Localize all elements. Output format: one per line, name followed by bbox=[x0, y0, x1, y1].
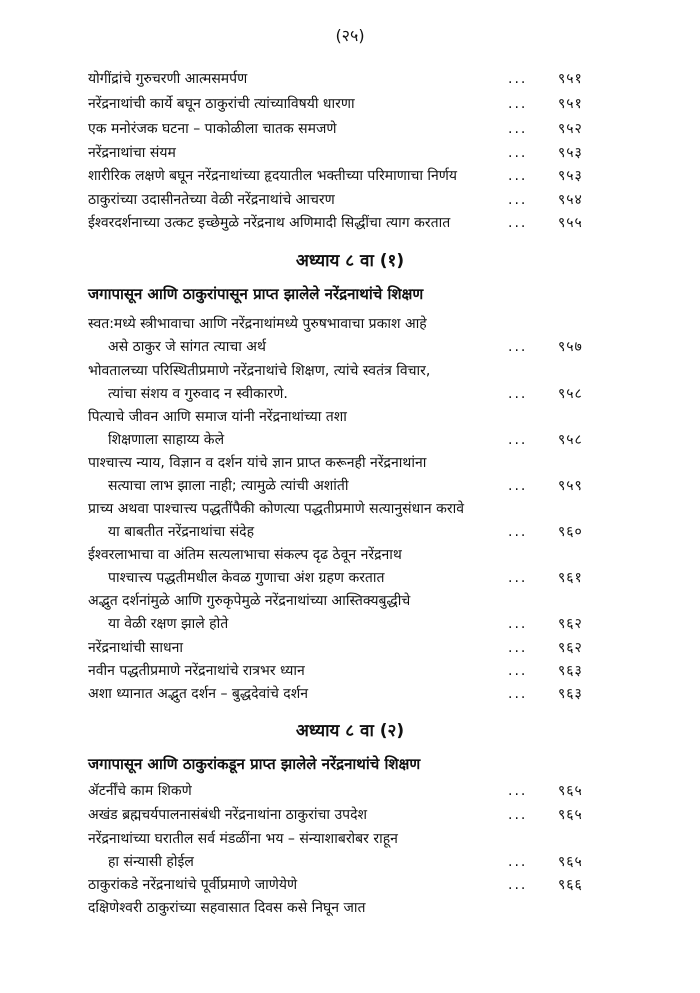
entry-page: ९६० bbox=[558, 524, 583, 540]
leader-dots: ... bbox=[508, 71, 528, 87]
entry-text: अशा ध्यानात अद्भुत दर्शन – बुद्धदेवांचे दर्शन bbox=[88, 686, 309, 702]
entry-page: ९५३ bbox=[558, 168, 583, 184]
entry-text: ठाकुरांकडे नरेंद्रनाथांचे पूर्वीप्रमाणे जाणेयेणे bbox=[88, 877, 298, 893]
entry-text: पित्याचे जीवन आणि समाज यांनी नरेंद्रनाथांच्या तशा bbox=[88, 409, 347, 425]
entry-text: दक्षिणेश्वरी ठाकुरांच्या सहवासात दिवस कसे निघून जात bbox=[88, 900, 366, 916]
entry-text: नरेंद्रनाथांच्या घरातील सर्व मंडळींना भय – संन्याशाबरोबर राहून bbox=[88, 831, 398, 847]
entry-text: ईश्वरलाभाचा वा अंतिम सत्यलाभाचा संकल्प दृढ ठेवून नरेंद्रनाथ bbox=[88, 547, 402, 563]
entry-page: ९६५ bbox=[558, 807, 583, 823]
page-number: (२५) bbox=[335, 26, 365, 45]
entry-page: ९५७ bbox=[558, 339, 583, 355]
chapter-heading: अध्याय ८ वा (१) bbox=[295, 251, 405, 271]
entry-page: ९५५ bbox=[558, 215, 583, 231]
entry-text-continuation: या वेळी रक्षण झाले होते bbox=[108, 616, 229, 632]
leader-dots: ... bbox=[508, 96, 528, 112]
entry-page: ९६६ bbox=[558, 877, 583, 893]
leader-dots: ... bbox=[508, 877, 528, 893]
entry-page: ९६५ bbox=[558, 854, 583, 870]
entry-text-continuation: पाश्चात्त्य पद्धतीमधील केवळ गुणाचा अंश ग्रहण करतात bbox=[108, 570, 385, 586]
entry-text: पाश्चात्त्य न्याय, विज्ञान व दर्शन यांचे ज्ञान प्राप्त करूनही नरेंद्रनाथांना bbox=[88, 455, 427, 471]
entry-text: ॲटर्नींचे काम शिकणे bbox=[88, 783, 192, 799]
leader-dots: ... bbox=[508, 215, 528, 231]
leader-dots: ... bbox=[508, 783, 528, 799]
entry-text-continuation: असे ठाकुर जे सांगत त्याचा अर्थ bbox=[108, 339, 266, 355]
entry-text: नरेंद्रनाथांची साधना bbox=[88, 640, 183, 656]
entry-text: नरेंद्रनाथांचा संयम bbox=[88, 145, 176, 161]
entry-text: नरेंद्रनाथांची कार्ये बघून ठाकुरांची त्यांच्याविषयी धारणा bbox=[88, 96, 355, 112]
entry-page: ९५१ bbox=[558, 96, 583, 112]
leader-dots: ... bbox=[508, 168, 528, 184]
leader-dots: ... bbox=[508, 192, 528, 208]
entry-page: ९६५ bbox=[558, 783, 583, 799]
leader-dots: ... bbox=[508, 386, 528, 402]
entry-page: ९५९ bbox=[558, 478, 583, 494]
leader-dots: ... bbox=[508, 121, 528, 137]
entry-text: एक मनोरंजक घटना – पाकोळीला चातक समजणे bbox=[88, 121, 337, 137]
entry-text-continuation: सत्याचा लाभ झाला नाही; त्यामुळे त्यांची अशांती bbox=[108, 478, 349, 494]
entry-text: योगींद्रांचे गुरुचरणी आत्मसमर्पण bbox=[88, 71, 248, 87]
section-title: जगापासून आणि ठाकुरांकडून प्राप्त झालेले नरेंद्रनाथांचे शिक्षण bbox=[88, 755, 421, 773]
leader-dots: ... bbox=[508, 854, 528, 870]
leader-dots: ... bbox=[508, 339, 528, 355]
entry-text: नवीन पद्धतीप्रमाणे नरेंद्रनाथांचे रात्रभर ध्यान bbox=[88, 663, 305, 679]
entry-page: ९५३ bbox=[558, 145, 583, 161]
entry-page: ९६१ bbox=[558, 570, 583, 586]
leader-dots: ... bbox=[508, 432, 528, 448]
leader-dots: ... bbox=[508, 478, 528, 494]
entry-page: ९५१ bbox=[558, 71, 583, 87]
entry-text-continuation: हा संन्यासी होईल bbox=[108, 854, 194, 870]
entry-text-continuation: या बाबतीत नरेंद्रनाथांचा संदेह bbox=[108, 524, 255, 540]
entry-text: स्वत:मध्ये स्त्रीभावाचा आणि नरेंद्रनाथांमध्ये पुरुषभावाचा प्रकाश आहे bbox=[88, 316, 427, 332]
entry-page: ९६३ bbox=[558, 686, 583, 702]
entry-text: ईश्वरदर्शनाच्या उत्कट इच्छेमुळे नरेंद्रनाथ अणिमादी सिद्धींचा त्याग करतात bbox=[88, 215, 451, 231]
leader-dots: ... bbox=[508, 570, 528, 586]
entry-page: ९५८ bbox=[558, 432, 583, 448]
leader-dots: ... bbox=[508, 145, 528, 161]
leader-dots: ... bbox=[508, 663, 528, 679]
entry-text: प्राच्य अथवा पाश्चात्त्य पद्धतींपैकी कोणत्या पद्धतीप्रमाणे सत्यानुसंधान करावे bbox=[88, 501, 464, 517]
chapter-heading: अध्याय ८ वा (२) bbox=[295, 721, 405, 741]
leader-dots: ... bbox=[508, 616, 528, 632]
entry-text-continuation: शिक्षणाला साहाय्य केले bbox=[108, 432, 225, 448]
leader-dots: ... bbox=[508, 686, 528, 702]
leader-dots: ... bbox=[508, 807, 528, 823]
entry-page: ९६२ bbox=[558, 616, 583, 632]
leader-dots: ... bbox=[508, 640, 528, 656]
leader-dots: ... bbox=[508, 524, 528, 540]
entry-text-continuation: त्यांचा संशय व गुरुवाद न स्वीकारणे. bbox=[108, 386, 288, 402]
entry-page: ९५२ bbox=[558, 121, 583, 137]
entry-text: अद्भुत दर्शनांमुळे आणि गुरुकृपेमुळे नरेंद्रनाथांच्या आस्तिक्यबुद्धीचे bbox=[88, 593, 411, 609]
entry-text: अखंड ब्रह्मचर्यपालनासंबंधी नरेंद्रनाथांना ठाकुरांचा उपदेश bbox=[88, 807, 368, 823]
entry-page: ९६३ bbox=[558, 663, 583, 679]
entry-page: ९५८ bbox=[558, 386, 583, 402]
entry-page: ९६२ bbox=[558, 640, 583, 656]
entry-text: शारीरिक लक्षणे बघून नरेंद्रनाथांच्या हृदयातील भक्तीच्या परिमाणाचा निर्णय bbox=[88, 168, 458, 184]
entry-text: ठाकुरांच्या उदासीनतेच्या वेळी नरेंद्रनाथांचे आचरण bbox=[88, 192, 335, 208]
section-title: जगापासून आणि ठाकुरांपासून प्राप्त झालेले नरेंद्रनाथांचे शिक्षण bbox=[88, 285, 424, 303]
entry-text: भोवतालच्या परिस्थितीप्रमाणे नरेंद्रनाथांचे शिक्षण, त्यांचे स्वतंत्र विचार, bbox=[88, 363, 431, 379]
entry-page: ९५४ bbox=[558, 192, 583, 208]
